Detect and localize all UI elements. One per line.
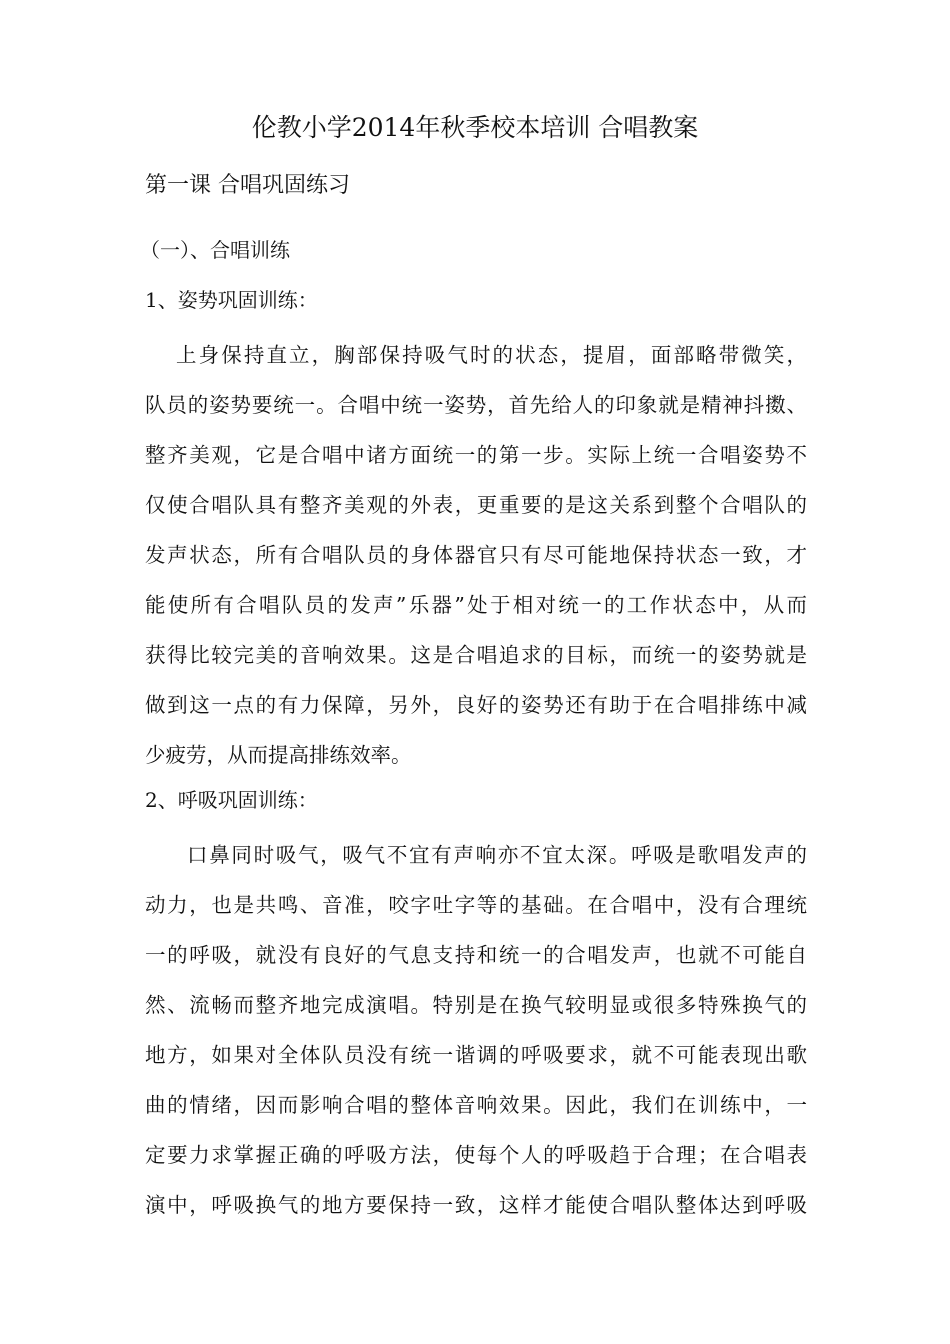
section-heading: （一）、合唱训练: [140, 238, 290, 262]
paragraph-line: 地方，如果对全体队员没有统一谐调的呼吸要求，就不可能表现出歌: [145, 1043, 807, 1067]
paragraph-breathing: [145, 830, 807, 1230]
subsection-heading-posture: 1、姿势巩固训练：: [145, 288, 318, 312]
lesson-title: 第一课 合唱巩固练习: [145, 173, 350, 198]
paragraph-line: 做到这一点的有力保障，另外，良好的姿势还有助于在合唱排练中减: [145, 693, 807, 717]
paragraph-posture: [145, 330, 807, 780]
paragraph-line: 整齐美观，它是合唱中诸方面统一的第一步。实际上统一合唱姿势不: [145, 443, 807, 467]
paragraph-line: 上身保持直立，胸部保持吸气时的状态，提眉，面部略带微笑，: [176, 343, 807, 367]
paragraph-line: 口鼻同时吸气，吸气不宜有声响亦不宜太深。呼吸是歌唱发声的: [187, 843, 807, 867]
paragraph-line: 能使所有合唱队员的发声”乐器”处于相对统一的工作状态中，从而: [145, 593, 807, 617]
paragraph-line: 定要力求掌握正确的呼吸方法，使每个人的呼吸趋于合理；在合唱表: [145, 1143, 807, 1167]
paragraph-line: 演中，呼吸换气的地方要保持一致，这样才能使合唱队整体达到呼吸: [145, 1193, 807, 1217]
paragraph-line: 然、流畅而整齐地完成演唱。特别是在换气较明显或很多特殊换气的: [145, 993, 807, 1017]
paragraph-line: 一的呼吸，就没有良好的气息支持和统一的合唱发声，也就不可能自: [145, 943, 807, 967]
paragraph-line: 动力，也是共鸣、音准，咬字吐字等的基础。在合唱中，没有合理统: [145, 893, 807, 917]
paragraph-line: 队员的姿势要统一。合唱中统一姿势，首先给人的印象就是精神抖擞、: [145, 393, 807, 417]
document-title: 伦教小学2014年秋季校本培训 合唱教案: [251, 113, 699, 142]
paragraph-line: 获得比较完美的音响效果。这是合唱追求的目标，而统一的姿势就是: [145, 643, 807, 667]
paragraph-line: 曲的情绪，因而影响合唱的整体音响效果。因此，我们在训练中，一: [145, 1093, 807, 1117]
subsection-heading-breathing: 2、呼吸巩固训练：: [145, 788, 318, 812]
paragraph-line: 少疲劳，从而提高排练效率。: [145, 743, 412, 767]
paragraph-line: 仅使合唱队具有整齐美观的外表，更重要的是这关系到整个合唱队的: [145, 493, 807, 517]
paragraph-line: 发声状态，所有合唱队员的身体器官只有尽可能地保持状态一致，才: [145, 543, 807, 567]
